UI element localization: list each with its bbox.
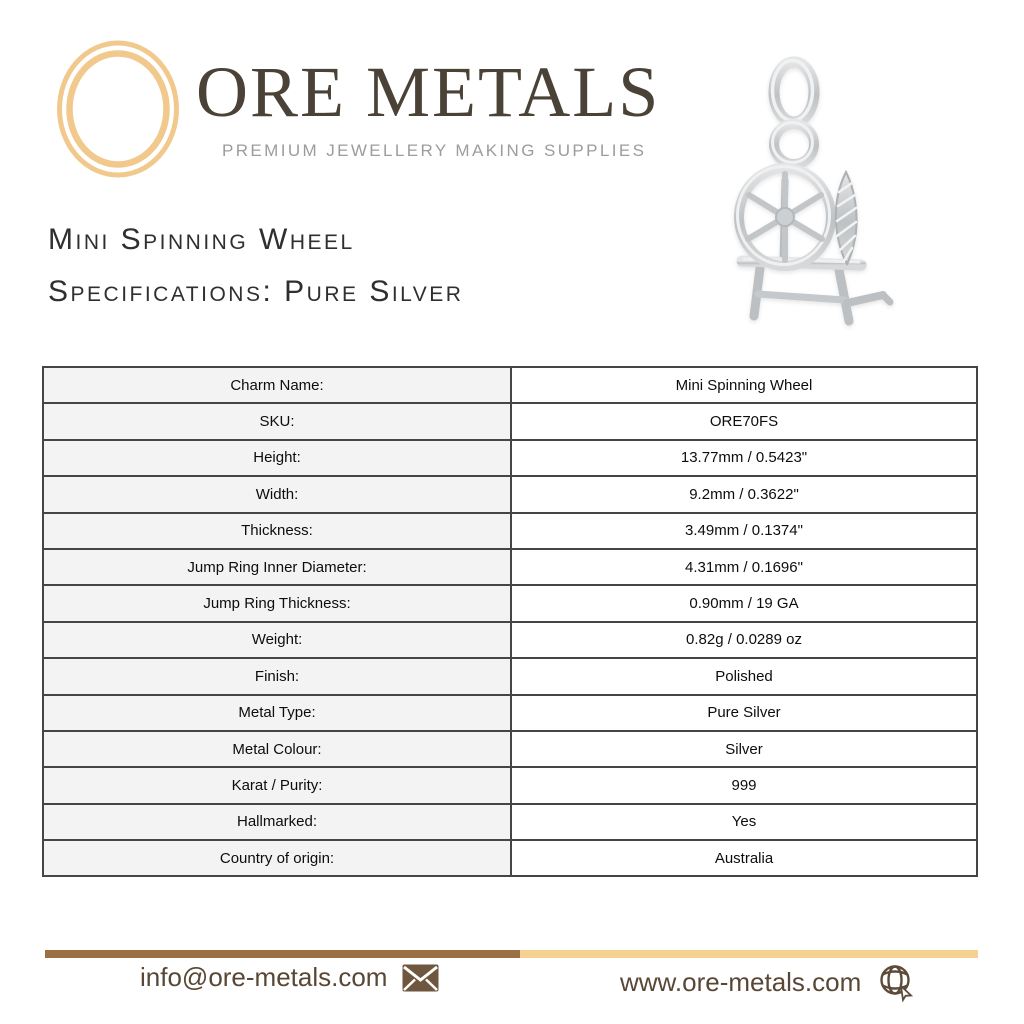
spec-value: 4.31mm / 0.1696" (511, 549, 977, 585)
spec-label: Country of origin: (43, 840, 511, 876)
spec-row (43, 440, 977, 476)
spec-value: 999 (511, 767, 977, 803)
email-contact (140, 962, 439, 993)
footer-rule-tan (520, 950, 978, 958)
spec-label: Thickness: (43, 513, 511, 549)
spec-row (43, 731, 977, 767)
spec-label: Jump Ring Thickness: (43, 585, 511, 621)
website-text[interactable]: www.ore-metals.com (620, 966, 862, 997)
spec-row (43, 658, 977, 694)
spec-value: Polished (511, 658, 977, 694)
spec-label: Width: (43, 476, 511, 512)
spec-value: 3.49mm / 0.1374" (511, 513, 977, 549)
spec-row (43, 367, 977, 403)
spec-label: Metal Colour: (43, 731, 511, 767)
email-text[interactable]: info@ore-metals.com (140, 962, 388, 992)
envelope-icon (402, 964, 439, 992)
spec-value: Australia (511, 840, 977, 876)
globe-icon (876, 962, 916, 1002)
spinning-wheel-charm-image (700, 40, 1000, 340)
page-title-line2: Specifications: Pure Silver (48, 275, 464, 308)
spec-value: Silver (511, 731, 977, 767)
spec-label: Hallmarked: (43, 804, 511, 840)
spec-row (43, 767, 977, 803)
spec-row (43, 622, 977, 658)
double-ring-icon (56, 40, 180, 178)
spec-row (43, 403, 977, 439)
spec-table (42, 366, 978, 877)
spec-value: Pure Silver (511, 695, 977, 731)
spec-label: Finish: (43, 658, 511, 694)
page-title-line1: Mini Spinning Wheel (48, 223, 355, 256)
website-contact (620, 962, 916, 1002)
brand-name: ORE METALS (196, 52, 661, 132)
spec-row (43, 695, 977, 731)
spec-label: Metal Type: (43, 695, 511, 731)
spec-value: 0.90mm / 19 GA (511, 585, 977, 621)
spec-value: ORE70FS (511, 403, 977, 439)
spec-label: SKU: (43, 403, 511, 439)
spec-value: 0.82g / 0.0289 oz (511, 622, 977, 658)
footer-rule-brown (45, 950, 520, 958)
brand-tagline: PREMIUM JEWELLERY MAKING SUPPLIES (222, 141, 647, 160)
spec-label: Height: (43, 440, 511, 476)
spec-row (43, 840, 977, 876)
spec-label: Karat / Purity: (43, 767, 511, 803)
spec-value: 13.77mm / 0.5423" (511, 440, 977, 476)
spec-value: 9.2mm / 0.3622" (511, 476, 977, 512)
spec-row (43, 549, 977, 585)
page-title (48, 214, 463, 318)
spec-row (43, 513, 977, 549)
spec-row (43, 476, 977, 512)
spec-row (43, 804, 977, 840)
spec-label: Weight: (43, 622, 511, 658)
spec-label: Jump Ring Inner Diameter: (43, 549, 511, 585)
spec-value: Mini Spinning Wheel (511, 367, 977, 403)
spec-label: Charm Name: (43, 367, 511, 403)
spec-value: Yes (511, 804, 977, 840)
spec-row (43, 585, 977, 621)
